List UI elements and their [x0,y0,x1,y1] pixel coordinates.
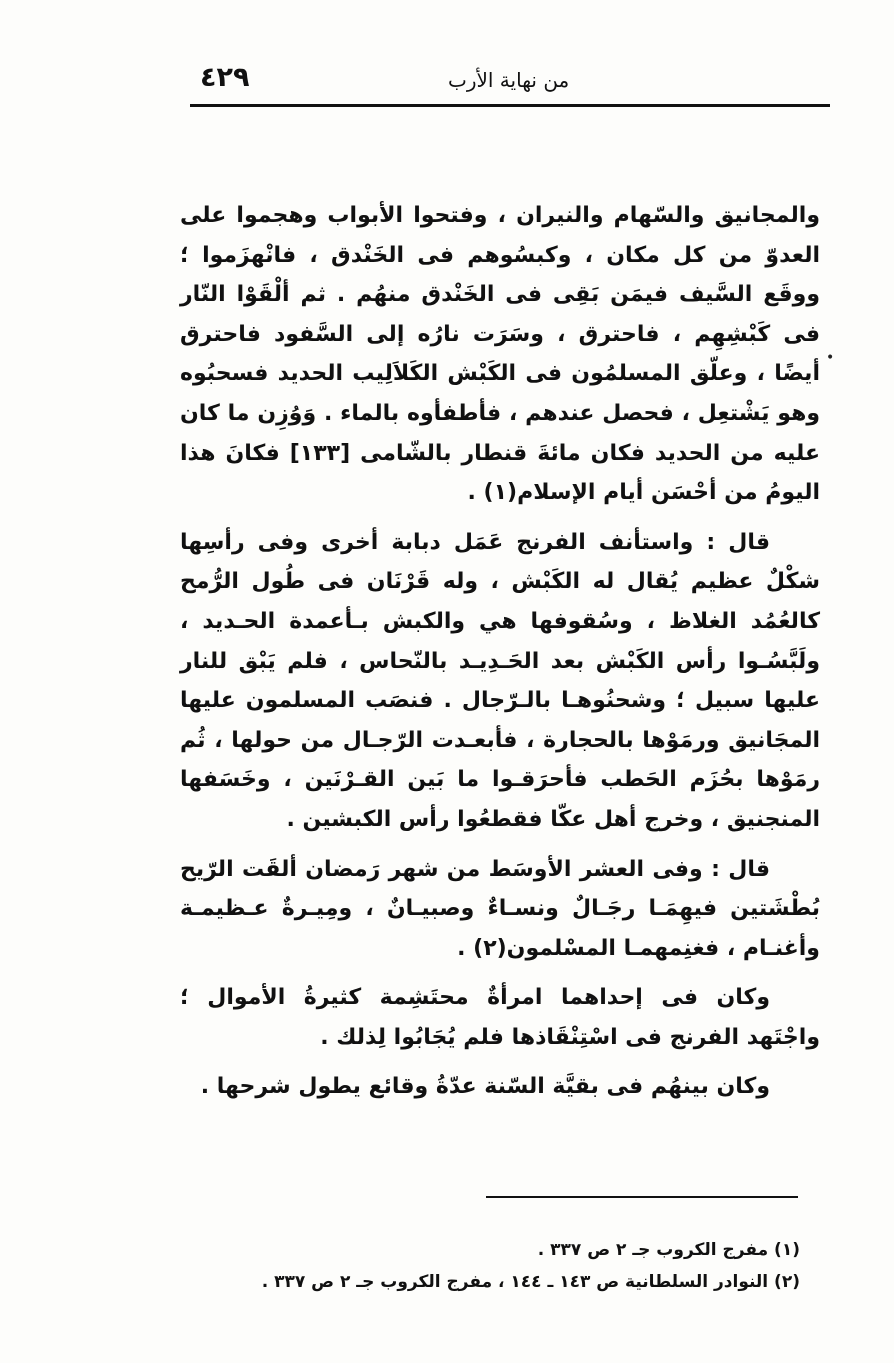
running-title: من نهاية الأرب [448,68,570,92]
footnote-rule [486,1196,798,1198]
paragraph-1: والمجانيق والسّهام والنيران ، وفتحوا الأبواب وهجموا على العدوّ من كل مكان ، وكبسُوهم فى الخَنْدق ، فانْهزَموا ؛ ووقَع السَّيف فيمَن بَقِى فى الخَنْدق منهُم . ثم ألْقَوْا النّار فى كَبْشِهِم ، فاحترق ، وسَرَت نارُه إلى السَّفود فاحترق أيضًا ، وعلّق المسلمُون فى الكَبْش الكَلاَلِيب الحديد فسحبُوه وهو يَشْتعِل ، فحصل عندهم ، فأطفأوه بالماء . وَوُزِن ما كان عليه من الحديد فكان مائةَ قنطار بالشّامى [١٣٣] فكانَ هذا اليومُ من أحْسَن أيام الإسلام(١) . [180,203,820,506]
footnotes [250,1234,800,1298]
paragraph-2: قال : واستأنف الفرنج عَمَل دبابة أخرى وفى رأسِها شكْلٌ عظيم يُقال له الكَبْش ، وله قَرْنَان فى طُول الرُّمح كالعُمُد الغلاظ ، وسُقوفها هي والكبش بـأعمدة الحـديد ، ولَبَّسُـوا رأس الكَبْش بعد الحَـدِيـد بالنّحاس ، فلم يَبْق للنار عليها سبيل ؛ وشحنُوهـا بالـرّجال . فنصَب المسلمون عليها المجَانيق ورمَوْها بالحجارة ، فأبعـدت الرّجـال من حولها ، ثُم رمَوْها بحُزَم الحَطب فأحرَقـوا ما بَين القـرْنَين ، وخَسَفها المنجنيق ، وخرج أهل عكّا فقطعُوا رأس الكبشين . [180,529,820,832]
page-number: ٤٢٩ [200,62,250,93]
footnote-2: (٢) النوادر السلطانية ص ١٤٣ ـ ١٤٤ ، مفرج الكروب جـ ٢ ص ٣٣٧ . [261,1272,800,1292]
margin-mark-icon: • [826,350,835,366]
page-header [190,58,830,104]
header-rule [190,104,830,107]
main-text [180,196,820,1117]
footnote-1: (١) مفرج الكروب جـ ٢ ص ٣٣٧ . [537,1240,800,1260]
paragraph-4: وكان فى إحداهما امرأةٌ محتَشِمة كثيرةُ الأموال ؛ واجْتَهد الفرنج فى اسْتِنْقَاذها فلم يُجَابُوا لِذلك . [180,985,820,1050]
paragraph-3: قال : وفى العشر الأوسَط من شهر رَمضان ألقَت الرّيح بُطْشَتين فيهِمَـا رجَـالٌ ونسـاءٌ وصبيـانٌ ، ومِيـرةٌ عـظيمـة وأغنـام ، فغنِمهمـا المسْلمون(٢) . [180,856,820,961]
paragraph-5: وكان بينهُم فى بقيَّة السّنة عدّةُ وقائع يطول شرحها . [200,1074,770,1100]
